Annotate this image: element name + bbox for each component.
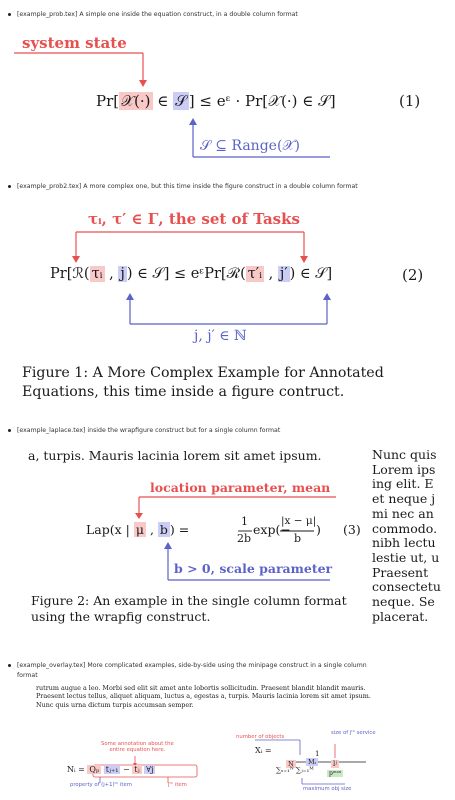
eq1-pr: Pr[ xyxy=(96,92,120,110)
eq1-s-highlight: 𝒮 xyxy=(175,92,187,110)
bullet-text: [example_overlay.tex] More complicated examples, side-by-side using the minipage construct in a single column xyxy=(17,662,367,669)
bullet-text: [example_prob2.tex] A more complex one, but this time inside the figure construct in a double column format xyxy=(17,183,358,190)
eq3-b-highlight: b xyxy=(159,522,168,537)
s4-right-m: Mᵢ xyxy=(308,758,316,766)
annotation-range: 𝒮 ⊆ Range(𝒳) xyxy=(200,138,300,154)
s4-left-annotation-top xyxy=(101,741,174,753)
s4-left-equation xyxy=(67,765,155,774)
right-column-line: commodo. xyxy=(372,520,438,536)
s4-right-lj: lʲ xyxy=(333,760,338,768)
eq3-close: ) xyxy=(316,522,321,537)
eq2-comma: , xyxy=(104,266,119,282)
wrap-text-top: a, turpis. Mauris lacinia lorem sit amet ipsum. xyxy=(28,448,322,463)
caption-line-1: Figure 1: A More Complex Example for Annotated xyxy=(22,365,384,381)
eq2-j-highlight: j xyxy=(120,266,125,282)
s4-right-sum: ∑ₛ₌₁ᴺ ∑ⱼ₌₁ᴹ xyxy=(276,766,314,774)
right-column-line: consectetu xyxy=(372,579,441,595)
annotation-j-naturals: j, j′ ∈ ℕ xyxy=(194,328,247,344)
s4-right-annotation-tl2: size of jᵗʰ service xyxy=(331,730,376,736)
eq2-part-a: Pr[ℛ( xyxy=(50,266,90,282)
eq3-equals: ) = xyxy=(169,522,190,537)
caption-line-2: using the wrapfig construct. xyxy=(31,608,211,624)
right-column-line: placerat. xyxy=(372,608,429,624)
caption-line-2: Equations, this time inside a figure contruct. xyxy=(22,384,345,400)
paragraph-line: Praesent lectus tellus, aliquet aliquam, luctus a, egestas a, turpis. Mauris lacinia lorem sit amet ipsum. xyxy=(36,692,371,701)
eq-minus: − xyxy=(123,765,130,774)
eq2-tau-highlight: τᵢ xyxy=(91,266,103,282)
eq-lhs: Nᵢ = xyxy=(67,765,85,774)
annotation-scale: b > 0, scale parameter xyxy=(174,561,333,576)
eq2-j2-highlight: j′ xyxy=(279,266,288,282)
s4-right-pmax: pᵐᵃˣ xyxy=(329,770,342,777)
s4-left-annotation-br: jᵗʰ item xyxy=(168,782,187,788)
eq3-comma: , xyxy=(145,522,158,537)
paragraph-line: rutrum augue a leo. Morbi sed elit sit amet ante lobortis sollicitudin. Praesent blandit blandit mauris. xyxy=(36,684,366,692)
eq3-mu-highlight: μ xyxy=(135,522,144,537)
eq3-lap: Lap(x | xyxy=(86,522,134,537)
annot-line-1: Some annotation about the xyxy=(101,741,174,747)
eq3-frac1-den: 2b xyxy=(237,532,252,545)
eq1-in: ∈ xyxy=(152,92,174,110)
eq3-frac2-den: b xyxy=(294,532,302,545)
eq1-rest: ] ≤ eᵋ · Pr[𝒳(·) ∈ 𝒮] xyxy=(188,92,336,110)
eq-t2-highlight: tⱼ xyxy=(134,765,140,774)
right-column-line: lestie ut, u xyxy=(372,549,440,565)
annotation-system-state: system state xyxy=(22,34,127,52)
eq-q-highlight: Qₚ xyxy=(89,765,100,774)
annotation-tasks: τᵢ, τ′ ∈ Γ, the set of Tasks xyxy=(88,210,300,228)
right-column-line: nibh lectu xyxy=(372,535,436,551)
eq2-tau2-highlight: τ′ᵢ xyxy=(247,266,263,282)
eq3-exp: exp(− xyxy=(253,522,291,537)
right-column-line: mi nec an xyxy=(372,505,434,521)
right-column-line: ing elit. E xyxy=(372,476,434,492)
equation-1-number: (1) xyxy=(399,92,421,110)
s4-left-annotation-bl: property of (j+1)ᵗʰ item xyxy=(70,782,132,788)
right-column-line: et neque j xyxy=(372,491,436,507)
right-column-line: Nunc quis xyxy=(372,448,437,462)
eq2-part-c: ) ∈ 𝒮] xyxy=(289,266,333,282)
s4-right-one: 1 xyxy=(315,750,320,758)
bullet-example-overlay-cont: format xyxy=(17,672,38,679)
eq1-x-highlight: 𝒳(·) xyxy=(121,92,151,110)
eq-t1-highlight: tⱼ₊₁ xyxy=(105,765,119,774)
s4-right-annotation-bottom: maximum obj size xyxy=(303,786,352,792)
annot-line-2: entire equation here. xyxy=(109,747,166,753)
caption-line-1: Figure 2: An example in the single column format xyxy=(31,593,347,608)
eq3-frac1-num: 1 xyxy=(241,515,248,528)
eq-v-highlight: ∀j xyxy=(146,765,154,774)
bullet-text: [example_laplace.tex] inside the wrapfigure construct but for a single column format xyxy=(17,427,281,434)
s4-right-lhs: Xᵢ = xyxy=(255,746,272,755)
s4-right-annotation-tl: number of objects xyxy=(236,734,285,740)
eq3-frac2-num: |x − μ| xyxy=(281,515,317,527)
right-column-line: Lorem ips xyxy=(372,461,436,477)
right-column-line: Praesent xyxy=(372,564,429,580)
bullet-text: [example_prob.tex] A simple one inside the equation construct, in a double column format xyxy=(17,11,298,18)
right-column-line: neque. Se xyxy=(372,594,435,610)
eq2-part-b: ) ∈ 𝒮] ≤ eᵋPr[ℛ( xyxy=(126,266,246,282)
equation-3-number: (3) xyxy=(343,522,361,537)
eq2-comma2: , xyxy=(264,266,278,282)
annotation-location: location parameter, mean xyxy=(150,480,331,495)
equation-2-number: (2) xyxy=(402,266,424,284)
paragraph-line: Nunc quis urna dictum turpis accumsan semper. xyxy=(36,700,194,709)
s4-right-n: N xyxy=(288,760,294,768)
